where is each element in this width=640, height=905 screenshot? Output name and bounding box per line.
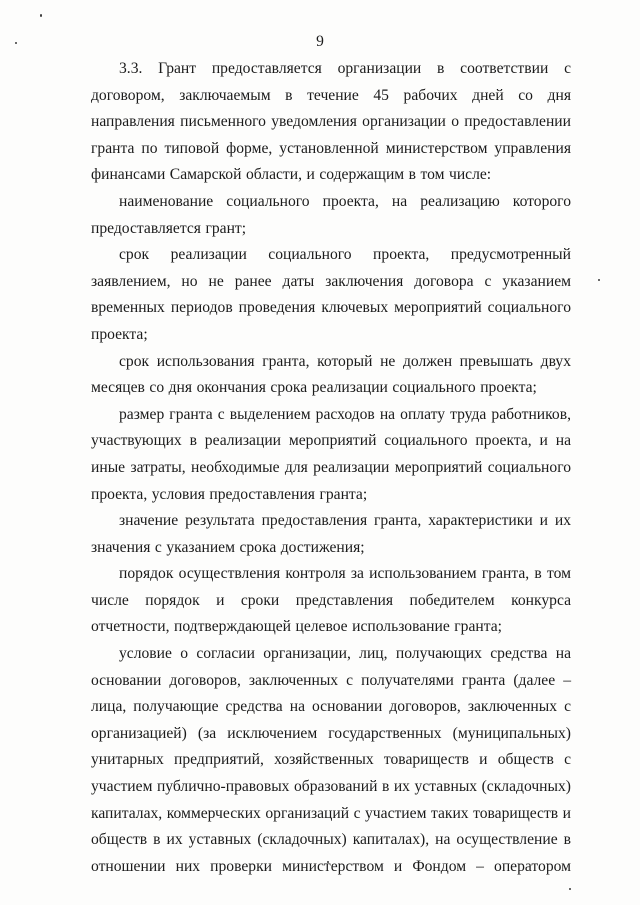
paragraph-grant-amount: размер гранта с выделением расходов на оплату труда работников, участвующих в реализации мероприятий социального проекта, и на иные затраты, необходимые для реализации мероприятий социального проекта, условия предоставления гранта;	[91, 405, 571, 503]
paragraph-result-value: значение результата предоставления гранта, характеристики и их значения с указанием срока достижения;	[91, 512, 571, 556]
scan-speck	[40, 14, 42, 17]
paragraph-consent-condition: условие о согласии организации, лиц, получающих средства на основании договоров, заключенных с получателями гранта (далее – лица, получающие средства на основании договоров, заключенных с организацией) (за исключением государственных (муниципальных) унитарных предприятий, хозяйственных товариществ и обществ с участием публично-правовых образований в их уставных (складочных) капиталах, коммерческих организаций с участием таких товариществ и обществ в их уставных (складочных) капиталах), на осуществление в отношении них проверки министерством и Фондом – оператором	[91, 645, 571, 875]
page-number: 9	[316, 33, 324, 50]
paragraph-control-procedure: порядок осуществления контроля за использованием гранта, в том числе порядок и сроки представления победителем конкурса отчетности, подтверждающей целевое использование гранта;	[91, 565, 571, 636]
paragraph-project-name: наименование социального проекта, на реализацию которого предоставляется грант;	[91, 192, 571, 237]
document-body	[91, 56, 571, 880]
paragraph-section-3-3: 3.3. Грант предоставляется организации в соответствии с договором, заключаемым в течение 45 рабочих дней со дня направления письменного уведомления организации о предоставлении гранта по типовой форме, установленной министерством управления финансами Самарской области, и содержащим в том числе:	[91, 60, 571, 184]
scan-speck	[598, 279, 600, 281]
scan-speck	[569, 888, 571, 890]
paragraph-grant-usage-term: срок использования гранта, который не должен превышать двух месяцев со дня окончания срока реализации социального проекта;	[91, 352, 571, 397]
paragraph-project-term: срок реализации социального проекта, предусмотренный заявлением, но не ранее даты заключения договора с указанием временных периодов проведения ключевых мероприятий социального проекта;	[91, 246, 571, 343]
